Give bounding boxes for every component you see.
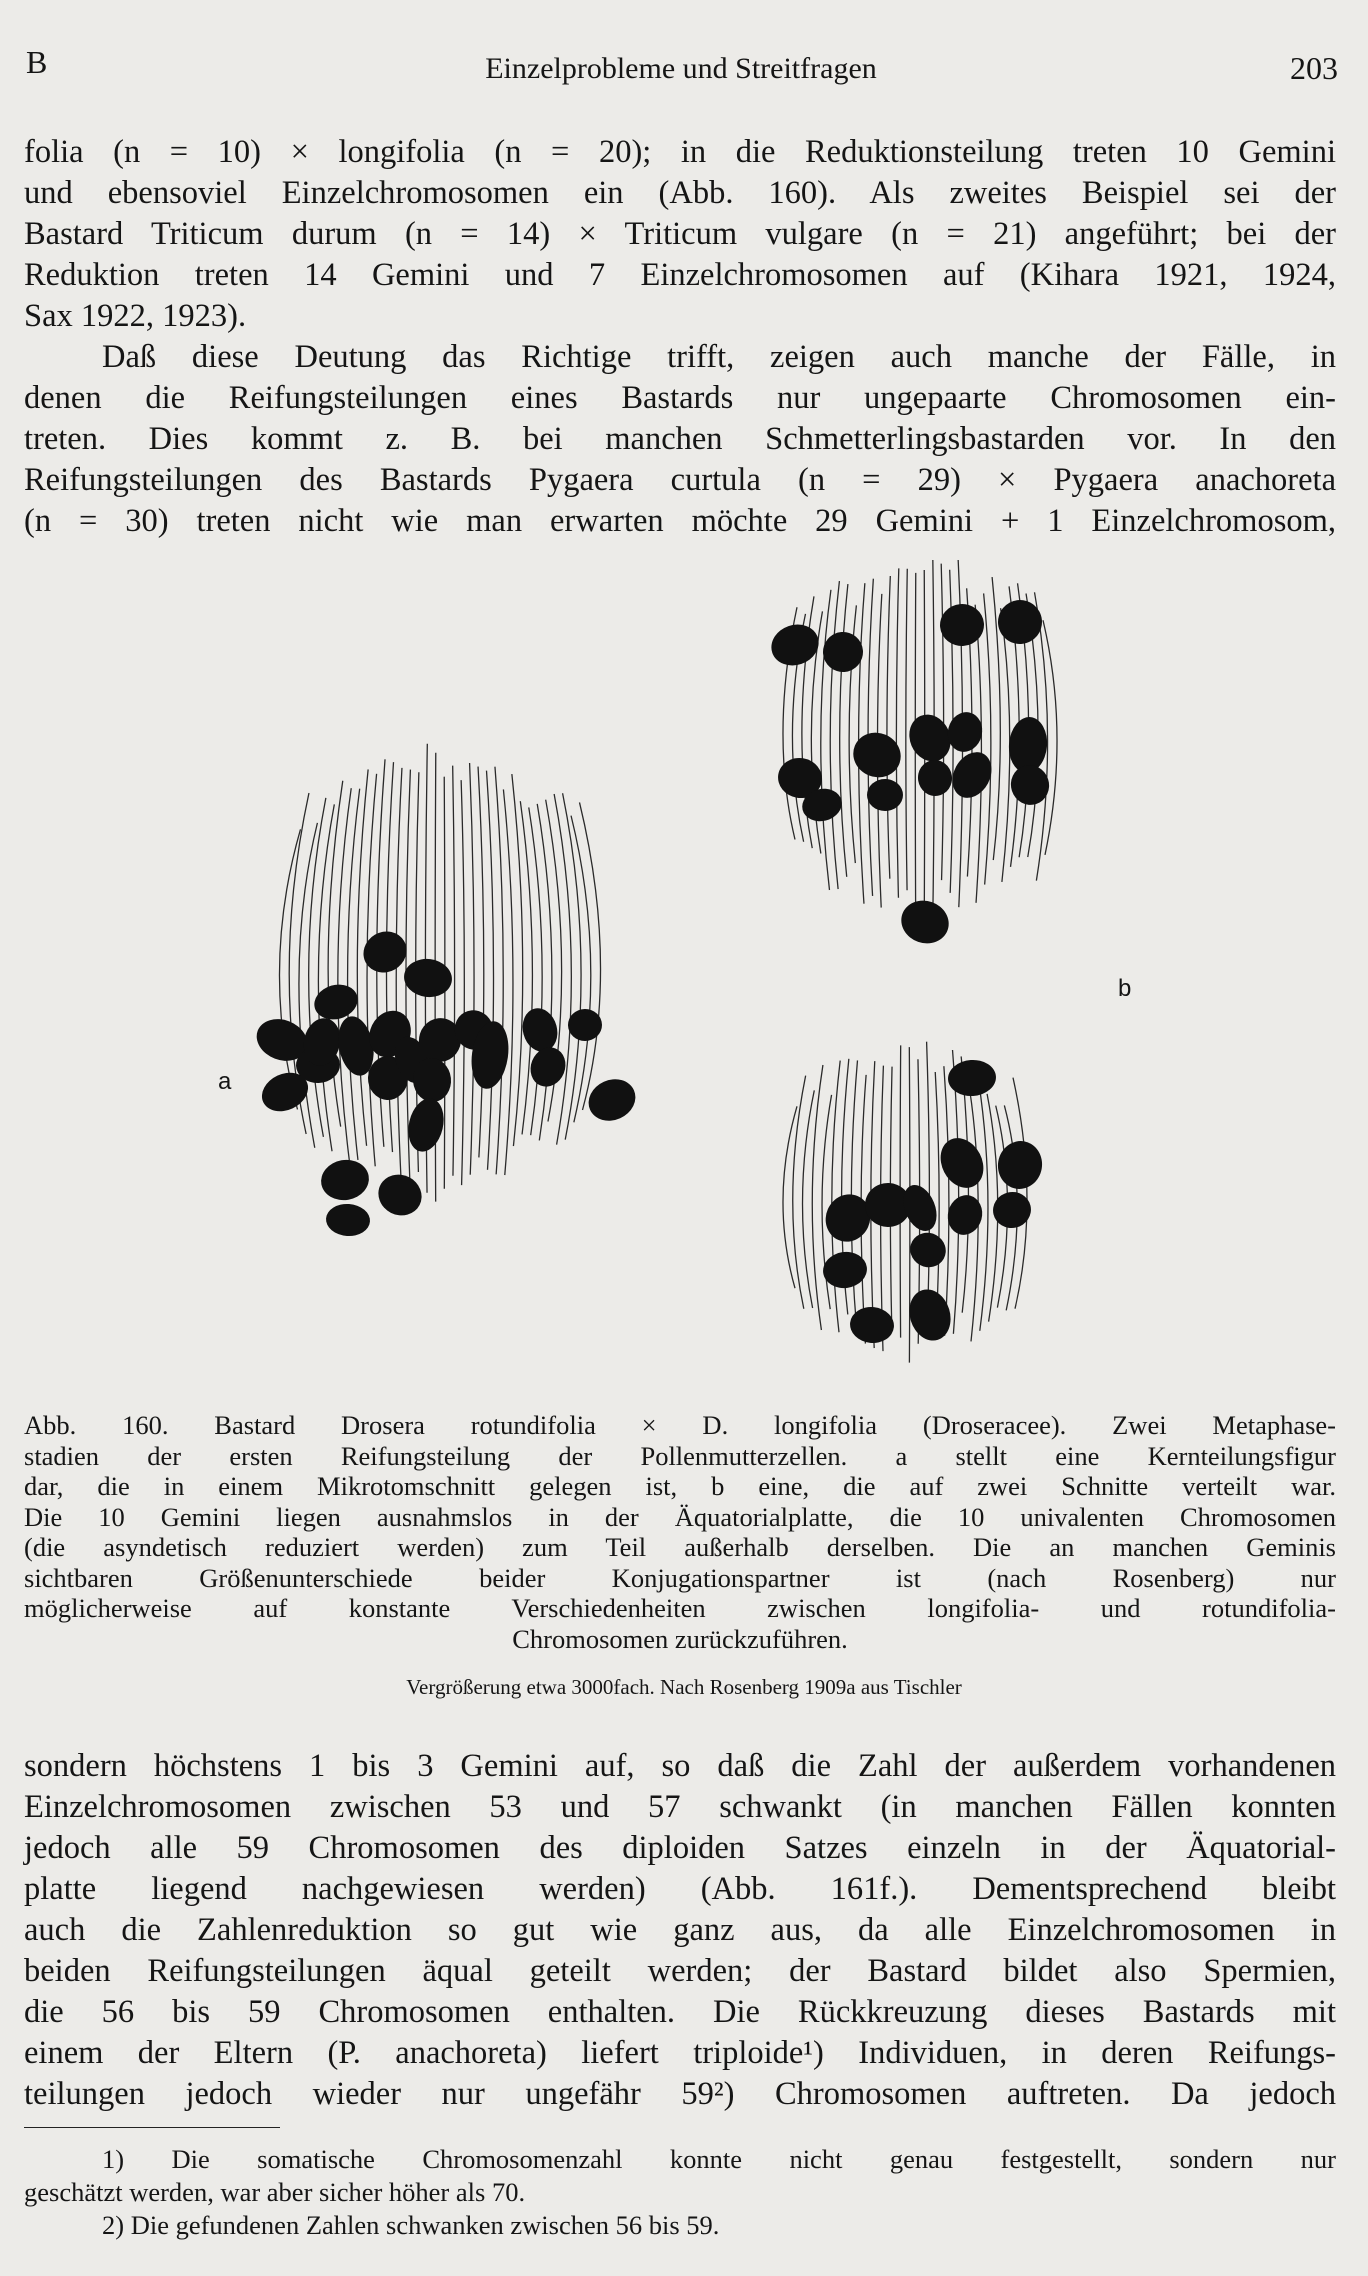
text-line: (n = 30) treten nicht wie man erwarten möchte 29 Gemini + 1 Einzelchromosom, (24, 503, 1336, 539)
text-line: einem der Eltern (P. anachoreta) liefert triploide¹) Individuen, in deren Reifungs- (24, 2035, 1336, 2071)
text-line: Reduktion treten 14 Gemini und 7 Einzelchromosomen auf (Kihara 1921, 1924, (24, 257, 1336, 293)
text-line: Daß diese Deutung das Richtige trifft, zeigen auch manche der Fälle, in (102, 339, 1336, 375)
figure-160 (0, 560, 1368, 1390)
footnotes (24, 2143, 1336, 2242)
paragraph-2 (24, 337, 1336, 542)
chromosome-blob (994, 1138, 1046, 1193)
footnote-line: geschätzt werden, war aber sicher höher als 70. (24, 2177, 526, 2207)
text-line: teilungen jedoch wieder nur ungefähr 59²) Chromosomen auftreten. Da jedoch (24, 2076, 1336, 2112)
caption-line: Die 10 Gemini liegen ausnahmslos in der Äquatorialplatte, die 10 univalenten Chromosomen (24, 1501, 1336, 1532)
chromosome-blob (932, 1131, 991, 1195)
figure-caption (24, 1410, 1336, 1654)
text-line: jedoch alle 59 Chromosomen des diploiden Satzes einzeln in der Äquatorial- (24, 1830, 1336, 1866)
chromosome-blob (915, 758, 954, 799)
text-line: und ebensoviel Einzelchromosomen ein (Abb. 160). Als zweites Beispiel sei der (24, 175, 1336, 211)
text-line: auch die Zahlenreduktion so gut wie ganz aus, da alle Einzelchromosomen in (24, 1912, 1336, 1948)
page-number: 203 (1290, 50, 1338, 86)
caption-line: Chromosomen zurückzuführen. (512, 1623, 848, 1654)
chromosome-blob (403, 1095, 448, 1155)
chromosome-blob (846, 725, 907, 784)
chromosome-blob (582, 1072, 642, 1128)
text-line: denen die Reifungsteilungen eines Bastards nur ungepaarte Chromosomen ein- (24, 380, 1336, 416)
metaphase-illustration (0, 560, 1368, 1390)
chromosome-blob (989, 1188, 1034, 1232)
footnote-rule (24, 2127, 280, 2128)
text-line: beiden Reifungsteilungen äqual geteilt werden; der Bastard bildet also Spermien, (24, 1953, 1336, 1989)
caption-line: (die asyndetisch reduziert werden) zum Teil außerhalb derselben. Die an manchen Geminis (24, 1532, 1336, 1562)
text-line: Sax 1922, 1923). (24, 298, 247, 334)
running-title: Einzelprobleme und Streitfragen (485, 52, 877, 85)
chromosome-blob (867, 779, 903, 811)
chromosome-blob (990, 592, 1050, 652)
chromosome-blob (525, 1042, 572, 1092)
caption-line: Abb. 160. Bastard Drosera rotundifolia × D. longifolia (Droseracee). Zwei Metaphase- (24, 1410, 1336, 1440)
caption-line: stadien der ersten Reifungsteilung der Pollenmutterzellen. a stellt eine Kernteilungsfigur (24, 1440, 1336, 1471)
footnote-line: 2) Die gefundenen Zahlen schwanken zwischen 56 bis 59. (102, 2210, 720, 2240)
text-line: platte liegend nachgewiesen werden) (Abb. 161f.). Dementsprechend bleibt (24, 1871, 1336, 1907)
chromosome-blob (318, 1156, 372, 1204)
header-signature: B (26, 44, 48, 80)
chromosome-blob (371, 1167, 428, 1223)
figure-label-a: a (218, 1068, 232, 1095)
figure-label-b: b (1118, 975, 1132, 1002)
chromosome-blob (903, 1284, 956, 1345)
caption-line: möglicherweise auf konstante Verschiedenheiten zwischen longifolia- und rotundifolia- (24, 1593, 1336, 1623)
text-line: Reifungsteilungen des Bastards Pygaera curtula (n = 29) × Pygaera anachoreta (24, 462, 1336, 498)
paragraph-3 (24, 1746, 1336, 2115)
chromosome-blob (943, 1191, 986, 1238)
text-line: die 56 bis 59 Chromosomen enthalten. Die Rückkreuzung dieses Bastards mit (24, 1994, 1336, 2030)
text-line: sondern höchstens 1 bis 3 Gemini auf, so daß die Zahl der außerdem vorhandenen (24, 1748, 1336, 1784)
paragraph-1 (24, 132, 1336, 337)
figure-credit: Vergrößerung etwa 3000fach. Nach Rosenberg 1909a aus Tischler (406, 1675, 962, 1699)
text-line: Einzelchromosomen zwischen 53 und 57 schwankt (in manchen Fällen konnten (24, 1789, 1336, 1825)
running-header (24, 44, 1338, 94)
chromosome-blob (895, 894, 954, 949)
chromosome-blob (325, 1203, 371, 1238)
text-line: Bastard Triticum durum (n = 14) × Triticum vulgare (n = 21) angeführt; bei der (24, 216, 1336, 252)
caption-line: sichtbaren Größenunterschiede beider Konjugationspartner ist (nach Rosenberg) nur (24, 1562, 1336, 1593)
chromosome-blob (518, 1004, 562, 1055)
footnote-line: 1) Die somatische Chromosomenzahl konnte nicht genau festgestellt, sondern nur (102, 2144, 1336, 2174)
chromosome-blob (947, 1058, 997, 1097)
chromosome-blob (402, 956, 454, 1000)
chromosome-blob (944, 708, 987, 755)
text-line: folia (n = 10) × longifolia (n = 20); in die Reduktionsteilung treten 10 Gemini (24, 134, 1336, 170)
caption-line: dar, die in einem Mikrotomschnitt gelegen ist, b eine, die auf zwei Schnitte verteilt war. (24, 1471, 1336, 1501)
text-line: treten. Dies kommt z. B. bei manchen Schmetterlingsbastarden vor. In den (24, 421, 1336, 457)
chromosome-blob (904, 1226, 952, 1273)
